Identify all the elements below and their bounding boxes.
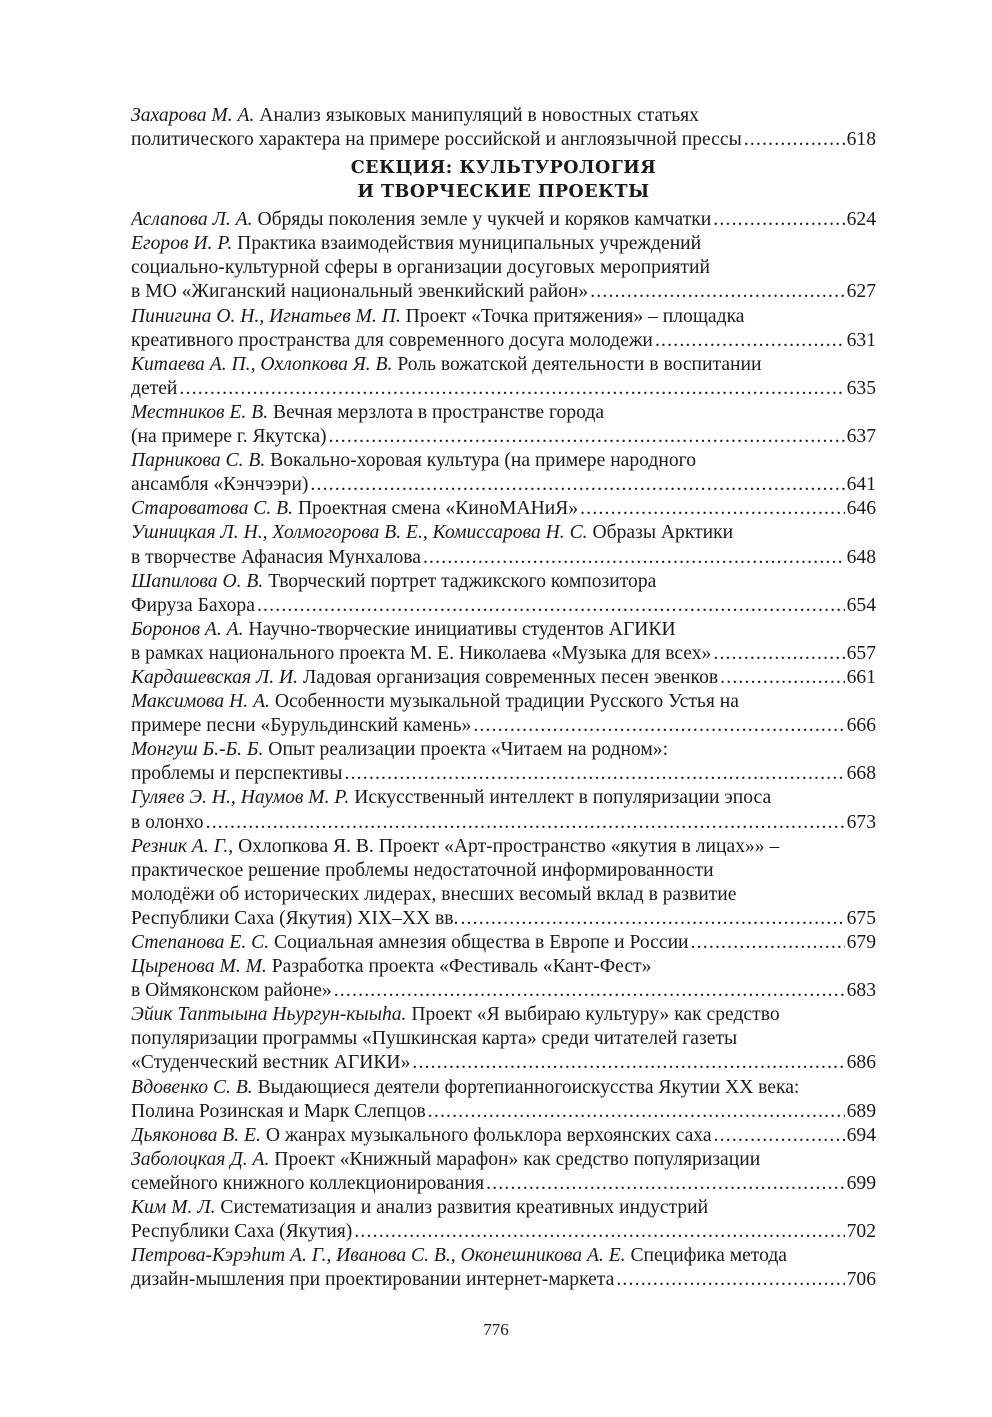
toc-line	[131, 690, 876, 714]
toc-line-text	[131, 449, 696, 473]
toc-line-text	[131, 1268, 614, 1292]
toc-author: Кардашевская Л. И.	[131, 666, 299, 688]
toc-title: Проект «Точка притяжения» – площадка	[400, 305, 745, 327]
toc-line-text	[131, 473, 308, 497]
dot-leader	[616, 1268, 844, 1292]
toc-page-number[interactable]: 641	[846, 474, 876, 496]
toc-line-text	[131, 859, 714, 883]
toc-line-text	[131, 931, 689, 955]
dot-leader	[428, 1100, 845, 1124]
toc-title: Вечная мерзлота в пространстве города	[268, 401, 605, 423]
toc-line-text	[131, 835, 779, 859]
dot-leader	[590, 280, 844, 304]
toc-line	[131, 232, 876, 256]
toc-title: (на примере г. Якутска)	[131, 426, 327, 448]
toc-line	[131, 521, 876, 545]
toc-title: Республики Саха (Якутия) XIX–XX вв.	[131, 907, 459, 929]
toc-title: Республики Саха (Якутия)	[131, 1221, 353, 1243]
toc-author: Захарова М. А.	[131, 105, 255, 126]
toc-author: Боронов А. А.	[131, 618, 244, 640]
toc-title: Опыт реализации проекта «Читаем на родном»:	[263, 739, 669, 761]
table-of-contents	[131, 104, 876, 1292]
toc-line	[131, 546, 876, 570]
toc-title: Обряды поколения земле у чукчей и коряков камчатки	[252, 209, 712, 231]
toc-author: Цыренова М. М.	[131, 956, 267, 978]
toc-page-number[interactable]: 654	[846, 594, 876, 616]
toc-line	[131, 449, 876, 473]
toc-entry[interactable]	[131, 690, 876, 738]
toc-page-number[interactable]: 683	[846, 980, 876, 1002]
toc-title: Анализ языковых манипуляций в новостных статьях	[254, 105, 699, 126]
toc-page-number[interactable]: 637	[846, 426, 876, 448]
toc-title: Фируза Бахора	[131, 594, 255, 616]
toc-author: Старoватова С. В.	[131, 498, 294, 520]
dot-leader	[334, 979, 845, 1003]
dot-leader	[720, 666, 844, 690]
toc-line-text	[131, 786, 771, 810]
toc-line-text	[131, 618, 676, 642]
toc-line-text	[131, 128, 742, 152]
toc-line-text	[131, 425, 327, 449]
toc-page-number[interactable]: 694	[846, 1124, 876, 1146]
toc-title: Разработка проекта «Фестиваль «Кант-Фест»	[266, 956, 652, 978]
toc-entry[interactable]	[131, 1196, 876, 1244]
toc-line-text	[131, 1003, 780, 1027]
toc-title: Выдающиеся деятели фортепианногоискусства Якутии XX века:	[252, 1076, 800, 1098]
toc-entry[interactable]	[131, 1148, 876, 1196]
toc-title: Роль вожатской деятельности в воспитании	[392, 353, 762, 375]
toc-line-text	[131, 1100, 426, 1124]
toc-entry[interactable]	[131, 786, 876, 834]
toc-entry[interactable]	[131, 208, 876, 232]
toc-page-number[interactable]: 635	[846, 377, 876, 399]
toc-title: Вокально-хоровая культура (на примере народного	[265, 450, 697, 472]
toc-line-text	[131, 377, 177, 401]
dot-leader	[473, 714, 844, 738]
toc-author: Эйик Таптыына Ньургун-кыыhа.	[131, 1004, 407, 1026]
toc-author: Шапилова О. В.	[131, 570, 264, 592]
toc-author: Заболоцкая Д. А.	[131, 1148, 270, 1170]
dot-leader	[344, 762, 844, 786]
toc-line-text	[131, 907, 458, 931]
toc-line	[131, 738, 876, 762]
toc-author: Вдовенко С. В.	[131, 1076, 253, 1098]
toc-line	[131, 811, 876, 835]
toc-title: Ладовая организация современных песен эвенков	[298, 666, 719, 688]
toc-page-number[interactable]: 657	[846, 642, 876, 664]
toc-title: , Охлопкова Я. В. Проект «Арт-пространство «якутия в лицах»» –	[228, 835, 780, 857]
toc-entry[interactable]	[131, 666, 876, 690]
toc-author: Ким М. Л.	[131, 1197, 216, 1219]
toc-entry[interactable]	[131, 738, 876, 786]
toc-entry-previous	[131, 104, 876, 152]
toc-line	[131, 353, 876, 377]
section-heading-line1: СЕКЦИЯ: КУЛЬТУРОЛОГИЯ	[350, 158, 657, 179]
toc-title: Социальная амнезия общества в Европе и России	[269, 932, 689, 953]
page-number: 776	[483, 1320, 509, 1339]
toc-line-text	[131, 738, 668, 762]
toc-line-text	[131, 401, 604, 425]
dot-leader	[580, 497, 844, 521]
toc-line	[131, 883, 876, 907]
toc-page-number[interactable]: 689	[846, 1100, 876, 1122]
toc-entry[interactable]	[131, 1003, 876, 1075]
toc-title: Проектная смена «КиноМАНиЯ»	[293, 498, 579, 520]
toc-line-text	[131, 497, 578, 521]
toc-line-text	[131, 280, 588, 304]
toc-title: Образы Арктики	[587, 522, 734, 544]
toc-title: детей	[131, 377, 178, 399]
section-heading	[131, 156, 876, 204]
toc-line-text	[131, 811, 204, 835]
toc-title: в МО «Жиганский национальный эвенкийский район»	[131, 281, 589, 303]
toc-author: Петрова-Кэрэhит А. Г., Иванова С. В., Оконешникова А. Е.	[131, 1245, 626, 1267]
toc-line-text	[131, 762, 342, 786]
toc-line-text	[131, 979, 332, 1003]
toc-page-number[interactable]: 686	[846, 1052, 876, 1074]
toc-line-text	[131, 666, 718, 690]
toc-page-number[interactable]: 624	[846, 209, 876, 231]
dot-leader	[713, 208, 844, 232]
toc-page-number[interactable]: 661	[846, 666, 876, 688]
toc-title: в олонхо	[131, 811, 204, 833]
toc-author: Егоров И. Р.	[131, 233, 233, 255]
toc-line-text	[131, 1148, 760, 1172]
toc-line-text	[131, 1124, 712, 1148]
toc-line	[131, 618, 876, 642]
dot-leader	[423, 546, 845, 570]
toc-title: ансамбля «Кэнчээри)	[131, 474, 309, 496]
toc-entries	[131, 208, 876, 1292]
toc-line	[131, 979, 876, 1003]
toc-line	[131, 1076, 876, 1100]
toc-title: Специфика метода	[625, 1245, 787, 1267]
toc-author: Монгуш Б.-Б. Б.	[131, 739, 264, 761]
toc-line	[131, 786, 876, 810]
toc-entry[interactable]	[131, 449, 876, 497]
toc-line	[131, 208, 876, 232]
toc-line	[131, 1124, 876, 1148]
toc-title: Научно-творческие инициативы студентов АГИКИ	[243, 618, 676, 640]
toc-line	[131, 1172, 876, 1196]
toc-title: в рамках национального проекта М. Е. Николаева «Музыка для всех»	[131, 642, 712, 664]
toc-title: Проект «Книжный марафон» как средство популяризации	[269, 1148, 761, 1170]
section-heading-line2: И ТВОРЧЕСКИЕ ПРОЕКТЫ	[357, 182, 650, 203]
toc-page-number[interactable]: 673	[846, 811, 876, 833]
toc-line-text	[131, 1172, 484, 1196]
dot-leader	[310, 473, 844, 497]
toc-line-text	[131, 714, 471, 738]
toc-title: примере песни «Бурульдинский камень»	[131, 715, 472, 737]
dot-leader	[354, 1220, 844, 1244]
toc-page-number[interactable]: 627	[846, 281, 876, 303]
toc-line	[131, 931, 876, 955]
toc-line-text	[131, 329, 653, 353]
toc-line	[131, 570, 876, 594]
toc-line	[131, 1220, 876, 1244]
toc-line-text	[131, 955, 651, 979]
toc-entry[interactable]	[131, 835, 876, 931]
toc-line	[131, 714, 876, 738]
toc-entry[interactable]	[131, 1076, 876, 1124]
toc-line	[131, 256, 876, 280]
toc-line-text	[131, 256, 710, 280]
toc-page-number[interactable]: 646	[846, 498, 876, 520]
toc-line-text	[131, 642, 711, 666]
toc-title: в творчестве Афанасия Мунхалова	[131, 546, 421, 568]
toc-line-text	[131, 1027, 737, 1051]
toc-entry[interactable]	[131, 1244, 876, 1292]
toc-line	[131, 666, 876, 690]
toc-page-number[interactable]: 679	[846, 932, 876, 953]
toc-title: практическое решение проблемы недостаточной информированности	[131, 859, 714, 881]
toc-author: Резник А. Г.	[131, 835, 229, 857]
toc-author: Парникова С. В.	[131, 450, 266, 472]
toc-line	[131, 955, 876, 979]
toc-line	[131, 594, 876, 618]
toc-title: Систематизация и анализ развития креативных индустрий	[215, 1197, 709, 1219]
toc-author: Ушницкая Л. Н., Холмогорова В. Е., Комиссарова Н. С.	[131, 522, 588, 544]
toc-title: в Оймяконском районе»	[131, 980, 332, 1002]
toc-entry[interactable]	[131, 955, 876, 1003]
toc-entry[interactable]	[131, 401, 876, 449]
toc-line	[131, 907, 876, 931]
toc-title: проблемы и перспективы	[131, 763, 343, 785]
toc-line	[131, 1051, 876, 1075]
toc-line	[131, 128, 876, 152]
toc-line	[131, 305, 876, 329]
toc-title: «Студенческий вестник АГИКИ»	[131, 1052, 411, 1074]
toc-line-text	[131, 104, 699, 128]
toc-line-text	[131, 1220, 352, 1244]
toc-line	[131, 1027, 876, 1051]
toc-title: Особенности музыкальной традиции Русского Устья на	[269, 691, 739, 713]
toc-line-text	[131, 521, 733, 545]
toc-line	[131, 1100, 876, 1124]
toc-line	[131, 762, 876, 786]
toc-title: Полина Розинская и Марк Слепцов	[131, 1100, 426, 1122]
dot-leader	[691, 931, 845, 955]
toc-line	[131, 401, 876, 425]
dot-leader	[655, 329, 845, 353]
dot-leader	[460, 907, 844, 931]
toc-page-number[interactable]: 668	[846, 763, 876, 785]
dot-leader	[412, 1051, 844, 1075]
toc-title: О жанрах музыкального фольклора верхоянских саха	[260, 1124, 712, 1146]
toc-line	[131, 280, 876, 304]
toc-page-number[interactable]: 631	[846, 329, 876, 351]
toc-author: Местников Е. В.	[131, 401, 269, 423]
dot-leader	[329, 425, 845, 449]
toc-line-text	[131, 1244, 787, 1268]
toc-entry[interactable]	[131, 232, 876, 304]
toc-title: семейного книжного коллекционирования	[131, 1172, 485, 1194]
toc-line	[131, 425, 876, 449]
toc-title: политического характера на примере российской и англоязычной прессы	[131, 129, 742, 151]
toc-page-number[interactable]: 648	[846, 546, 876, 568]
dot-leader	[179, 377, 844, 401]
toc-line	[131, 473, 876, 497]
toc-line	[131, 104, 876, 128]
toc-line	[131, 377, 876, 401]
toc-title: Практика взаимодействия муниципальных учреждений	[232, 233, 702, 255]
toc-entry[interactable]	[131, 305, 876, 353]
toc-line	[131, 1244, 876, 1268]
toc-page-number[interactable]: 675	[846, 907, 876, 929]
toc-line	[131, 1196, 876, 1220]
toc-entry[interactable]	[131, 618, 876, 666]
toc-line	[131, 835, 876, 859]
toc-author: Дьяконова В. Е.	[131, 1124, 261, 1146]
toc-author: Аслапова Л. А.	[131, 209, 253, 231]
toc-title: креативного пространства для современного досуга молодежи	[131, 329, 653, 351]
toc-page-number[interactable]: 618	[846, 129, 876, 151]
toc-line	[131, 1148, 876, 1172]
toc-line-text	[131, 570, 656, 594]
toc-entry[interactable]	[131, 931, 876, 955]
toc-title: Творческий портрет таджикского композитора	[263, 570, 657, 592]
toc-title: Искусственный интеллект в популяризации эпоса	[349, 787, 772, 809]
toc-line	[131, 859, 876, 883]
toc-line-text	[131, 305, 745, 329]
toc-line-text	[131, 1196, 708, 1220]
toc-line-text	[131, 546, 421, 570]
toc-line	[131, 1003, 876, 1027]
toc-line-text	[131, 353, 761, 377]
dot-leader	[486, 1172, 844, 1196]
toc-line	[131, 329, 876, 353]
toc-title: популяризации программы «Пушкинская карта» среди читателей газеты	[131, 1028, 738, 1050]
toc-line	[131, 1268, 876, 1292]
toc-title: дизайн-мышления при проектировании интернет-маркета	[131, 1269, 615, 1291]
dot-leader	[713, 642, 844, 666]
toc-entry[interactable]	[131, 1124, 876, 1148]
toc-line-text	[131, 232, 701, 256]
toc-entry[interactable]	[131, 497, 876, 521]
toc-page-number[interactable]: 699	[846, 1172, 876, 1194]
dot-leader	[257, 594, 845, 618]
toc-author: Степанова Е. С.	[131, 932, 270, 953]
toc-line-text	[131, 883, 736, 907]
dot-leader	[206, 811, 845, 835]
toc-author: Максимова Н. А.	[131, 691, 270, 713]
toc-line-text	[131, 690, 739, 714]
toc-line	[131, 497, 876, 521]
toc-line-text	[131, 1076, 799, 1100]
toc-author: Пинигина О. Н., Игнатьев М. П.	[131, 305, 401, 327]
toc-entry[interactable]	[131, 521, 876, 569]
toc-title: Проект «Я выбираю культуру» как средство	[406, 1004, 780, 1026]
dot-leader	[714, 1124, 845, 1148]
toc-title: молодёжи об исторических лидерах, внесших весомый вклад в развитие	[131, 883, 737, 905]
toc-page-number[interactable]: 702	[846, 1221, 876, 1243]
toc-title: социально-культурной сферы в организации досуговых мероприятий	[131, 257, 710, 279]
toc-page-number[interactable]: 706	[846, 1269, 876, 1291]
toc-line-text	[131, 208, 711, 232]
dot-leader	[744, 128, 845, 152]
toc-page-number[interactable]: 666	[846, 715, 876, 737]
toc-line-text	[131, 1051, 410, 1075]
toc-line	[131, 642, 876, 666]
toc-line-text	[131, 594, 255, 618]
toc-author: Гуляев Э. Н., Наумов М. Р.	[131, 787, 350, 809]
toc-entry[interactable]	[131, 353, 876, 401]
toc-entry[interactable]	[131, 570, 876, 618]
toc-author: Китаева А. П., Охлопкова Я. В.	[131, 353, 393, 375]
